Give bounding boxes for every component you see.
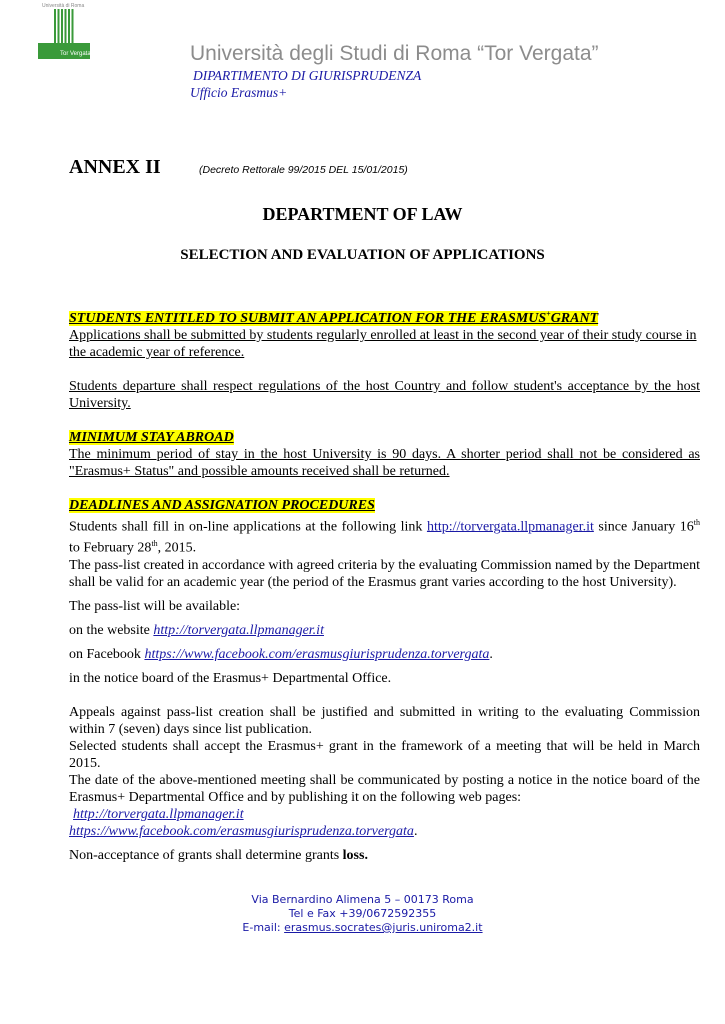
web-link-facebook[interactable]: https://www.facebook.com/erasmusgiurisprudenza.torvergata: [69, 823, 414, 839]
heading-text-end: GRANT: [550, 310, 599, 326]
ordinal-sup: th: [151, 539, 158, 549]
document-body: [69, 305, 700, 864]
office-name: Ufficio Erasmus+: [190, 85, 288, 100]
ordinal-sup: th: [693, 517, 700, 527]
text: Non-acceptance of grants shall determine grants: [69, 847, 343, 863]
text: on the website: [69, 622, 154, 638]
web-link-line-2: [69, 823, 700, 840]
deadlines-paragraph-1: [69, 514, 700, 557]
heading-text: DEADLINES AND ASSIGNATION PROCEDURES: [69, 497, 375, 513]
decree-reference: (Decreto Rettorale 99/2015 DEL 15/01/2015): [199, 164, 408, 176]
website-link[interactable]: http://torvergata.llpmanager.it: [153, 622, 324, 638]
minimum-stay-paragraph: The minimum period of stay in the host University is 90 days. A shorter period shall not be considered as "Erasmus+ Status" and possible amounts received shall be returned.: [69, 446, 700, 479]
department-name: DIPARTIMENTO DI GIURISPRUDENZA: [193, 68, 422, 83]
web-link-line-1: [69, 806, 700, 823]
passlist-availability: The pass-list will be available:: [69, 598, 241, 614]
logo-stripes: [54, 9, 74, 43]
deadlines-paragraph-2: The pass-list created in accordance with agreed criteria by the evaluating Commission named by the Department shall be valid for an academic year (the period of the Erasmus grant varies according to the host University).: [69, 557, 700, 590]
noticeboard-line: in the notice board of the Erasmus+ Departmental Office.: [69, 670, 392, 686]
text: .: [413, 823, 418, 839]
text: .: [489, 646, 493, 662]
text: Students shall fill in on-line applications at the following link: [69, 519, 427, 535]
heading-sup: +: [546, 309, 551, 318]
non-acceptance-line: [69, 847, 700, 864]
facebook-line: [69, 646, 700, 663]
heading-text: MINIMUM STAY ABROAD: [69, 429, 234, 445]
document-subtitle: SELECTION AND EVALUATION OF APPLICATIONS: [180, 247, 545, 263]
web-link-llpmanager[interactable]: http://torvergata.llpmanager.it: [73, 806, 244, 822]
selected-students-paragraph: Selected students shall accept the Erasmus+ grant in the framework of a meeting that will be held in March 2015.: [69, 738, 700, 771]
facebook-link[interactable]: https://www.facebook.com/erasmusgiurisprudenza.torvergata: [144, 646, 490, 662]
logo-bottom-text: Tor Vergata: [60, 51, 91, 57]
llpmanager-link[interactable]: http://torvergata.llpmanager.it: [426, 519, 594, 535]
footer: [0, 893, 725, 935]
email-link[interactable]: erasmus.socrates@juris.uniroma2.it: [284, 921, 483, 934]
document-title: DEPARTMENT OF LAW: [262, 204, 463, 224]
footer-phone: Tel e Fax +39/0672592355: [288, 907, 437, 920]
annex-label: ANNEX II: [69, 156, 161, 178]
appeals-paragraph: Appeals against pass-list creation shall be justified and submitted in writing to the evaluating Commission within 7 (seven) days since list publication.: [69, 704, 700, 737]
university-name: Università degli Studi di Roma “Tor Vergata”: [190, 42, 599, 65]
footer-email-line: [0, 921, 725, 935]
section-heading-deadlines: [69, 497, 700, 514]
email-label: E-mail:: [242, 921, 285, 934]
logo-top-text: Università di Roma: [42, 3, 85, 9]
heading-text: STUDENTS ENTITLED TO SUBMIT AN APPLICATION FOR THE ERASMUS: [69, 310, 547, 326]
meeting-paragraph: The date of the above-mentioned meeting shall be communicated by posting a notice in the notice board of the Erasmus+ Departmental Office and by publishing it on the following web pages:: [69, 772, 700, 805]
text: on Facebook: [69, 646, 145, 662]
eligibility-paragraph-2: Students departure shall respect regulations of the host Country and follow student's acceptance by the host University.: [69, 378, 700, 411]
university-logo: [38, 3, 90, 59]
website-line: [69, 622, 700, 639]
text: , 2015.: [157, 540, 197, 556]
eligibility-paragraph-1: Applications shall be submitted by students regularly enrolled at least in the second year of their study course in the academic year of reference.: [69, 327, 697, 360]
section-heading-minimum-stay: [69, 429, 700, 446]
footer-address: Via Bernardino Alimena 5 – 00173 Roma: [251, 893, 474, 906]
section-heading-eligibility: [69, 305, 700, 327]
text: to February 28: [69, 540, 152, 556]
text: since January 16: [593, 519, 694, 535]
bold-text: loss.: [342, 847, 368, 863]
